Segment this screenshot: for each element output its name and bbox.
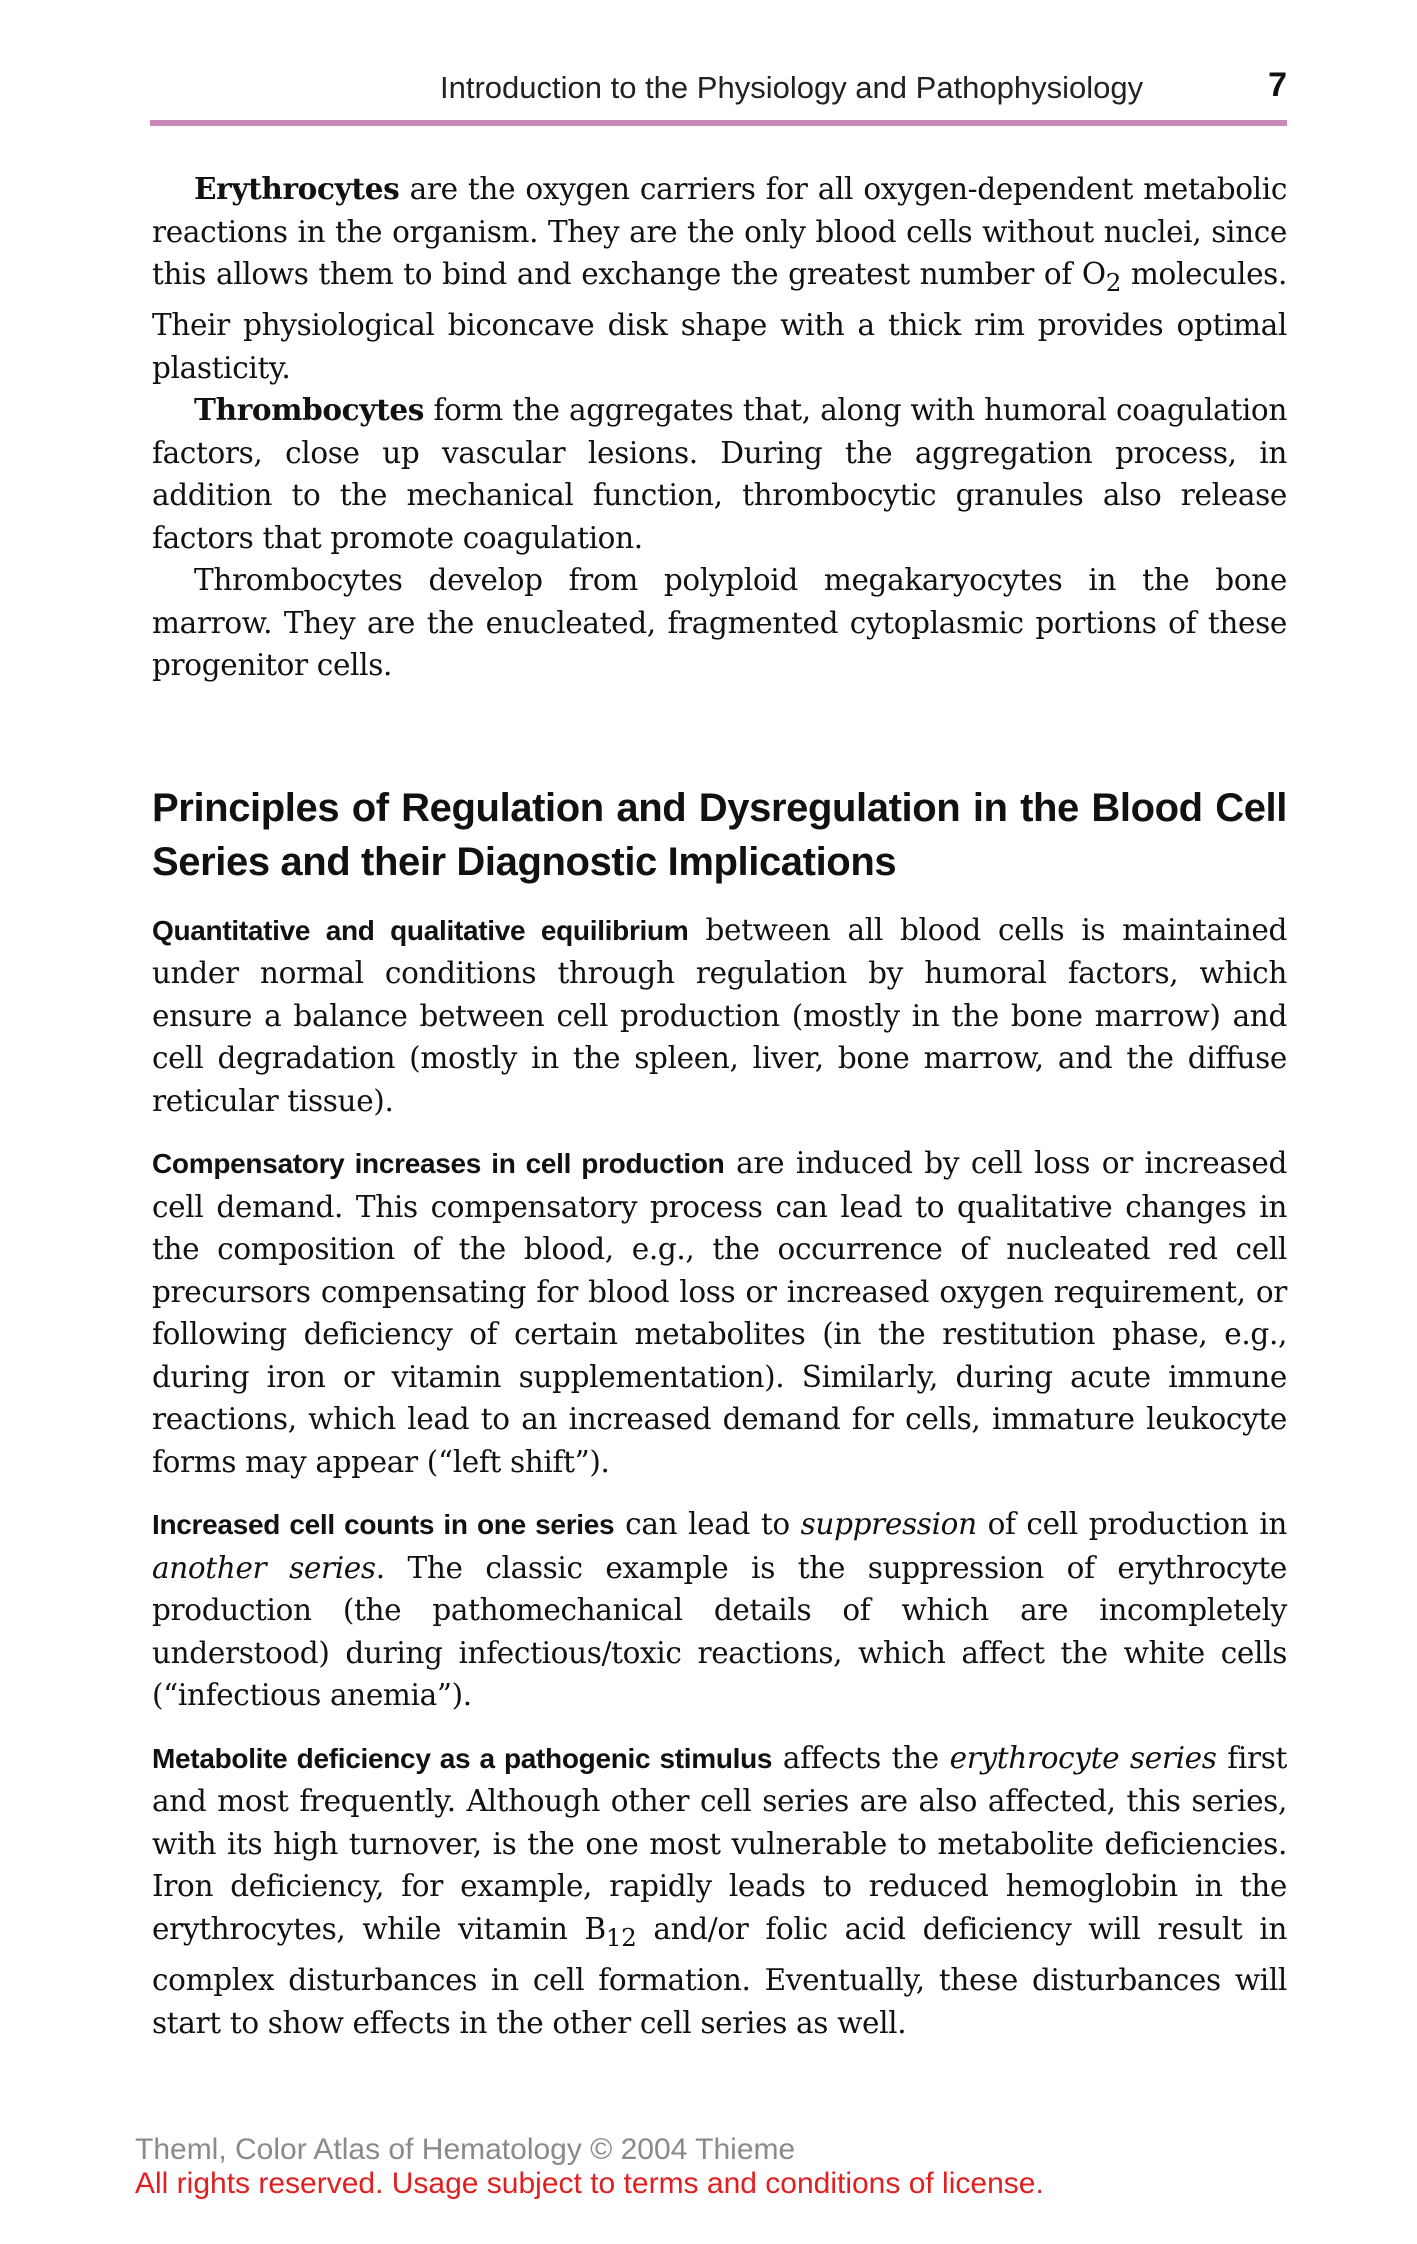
- text: are induced by cell loss or increased cell demand. This compensatory process can lead to qualitative changes in the composition of the blood, e.g., the occurrence of nucleated red cell precursors compensating for blood loss or increased oxygen requirement, or following deficiency of certain metabolites (in the restitution phase, e.g., during iron or vitamin supplementation). Similarly, during acute immune reactions, which lead to an increased demand for cells, immature leukocyte forms may appear (“left shift”).: [152, 1146, 1287, 1479]
- text: affects the: [772, 1740, 950, 1775]
- text: are the oxygen carriers for all oxygen-dependent metabolic reactions in the organism. They are the only blood cells without nuclei, since this allows them to bind and exchange the greatest number of O: [152, 172, 1287, 291]
- text: can lead to: [614, 1507, 801, 1542]
- run-in-heading: Quantitative and qualitative equilibrium: [152, 914, 689, 946]
- paragraph-increased-counts: [152, 1503, 1287, 1717]
- text: form the aggregates that, along with humoral coagulation factors, close up vascular lesions. During the aggregation process, in addition to the mechanical function, thrombocytic granules also release factors that promote coagulation.: [152, 393, 1287, 555]
- paragraph-thrombocytes: [152, 389, 1287, 559]
- emphasis: erythrocyte series: [949, 1740, 1217, 1775]
- text: between all blood cells is maintained under normal conditions through regulation by humoral factors, which ensure a balance between cell production (mostly in the bone marrow) and cell degradation (mostly in the spleen, liver, bone marrow, and the diffuse reticular tissue).: [152, 912, 1287, 1118]
- page-number: 7: [1268, 66, 1287, 104]
- text: and/or folic acid deficiency will result in complex disturbances in cell formation. Eventually, these disturbances will start to show effects in the other cell series as well.: [152, 1911, 1287, 2040]
- run-in-heading: Compensatory increases in cell production: [152, 1148, 725, 1180]
- subscript: 12: [605, 1922, 637, 1952]
- run-in-heading: Metabolite deficiency as a pathogenic stimulus: [152, 1742, 773, 1774]
- paragraph-metabolite-deficiency: [152, 1737, 1287, 2044]
- copyright-line: Theml, Color Atlas of Hematology © 2004 Thieme: [135, 2133, 796, 2166]
- emphasis: suppression: [800, 1507, 977, 1542]
- lead-term: Thrombocytes: [194, 392, 425, 428]
- paragraph-thrombocyte-development: Thrombocytes develop from polyploid megakaryocytes in the bone marrow. They are the enucleated, fragmented cytoplasmic portions of these progenitor cells.: [152, 563, 1287, 683]
- main-text: [152, 168, 1287, 2044]
- text: molecules. Their physiological biconcave disk shape with a thick rim provides optimal plasticity.: [152, 257, 1287, 385]
- paragraph-compensatory: [152, 1142, 1287, 1483]
- paragraph-erythrocytes: [152, 168, 1287, 389]
- running-header: [150, 60, 1287, 126]
- run-in-heading: Increased cell counts in one series: [152, 1509, 615, 1541]
- emphasis: another series: [152, 1550, 376, 1585]
- header-title: Introduction to the Physiology and Pathophysiology: [440, 70, 1144, 105]
- text: first and most frequently. Although other cell series are also affected, this series, with its high turnover, is the one most vulnerable to metabolite deficiencies. Iron deficiency, for example, rapidly leads to reduced hemoglobin in the erythrocytes, while vitamin B: [152, 1740, 1287, 1946]
- lead-term: Erythrocytes: [194, 171, 400, 206]
- subscript: 2: [1105, 267, 1121, 297]
- text: of cell production in: [976, 1507, 1287, 1542]
- paragraph-equilibrium: [152, 909, 1287, 1123]
- section-heading: Principles of Regulation and Dysregulation in the Blood Cell Series and their Diagnostic Implications: [152, 785, 1287, 884]
- license-notice: All rights reserved. Usage subject to terms and conditions of license.: [135, 2167, 1044, 2200]
- text: . The classic example is the suppression of erythrocyte production (the pathomechanical details of which are incompletely understood) during infectious/toxic reactions, which affect the white cells (“infectious anemia”).: [152, 1550, 1287, 1713]
